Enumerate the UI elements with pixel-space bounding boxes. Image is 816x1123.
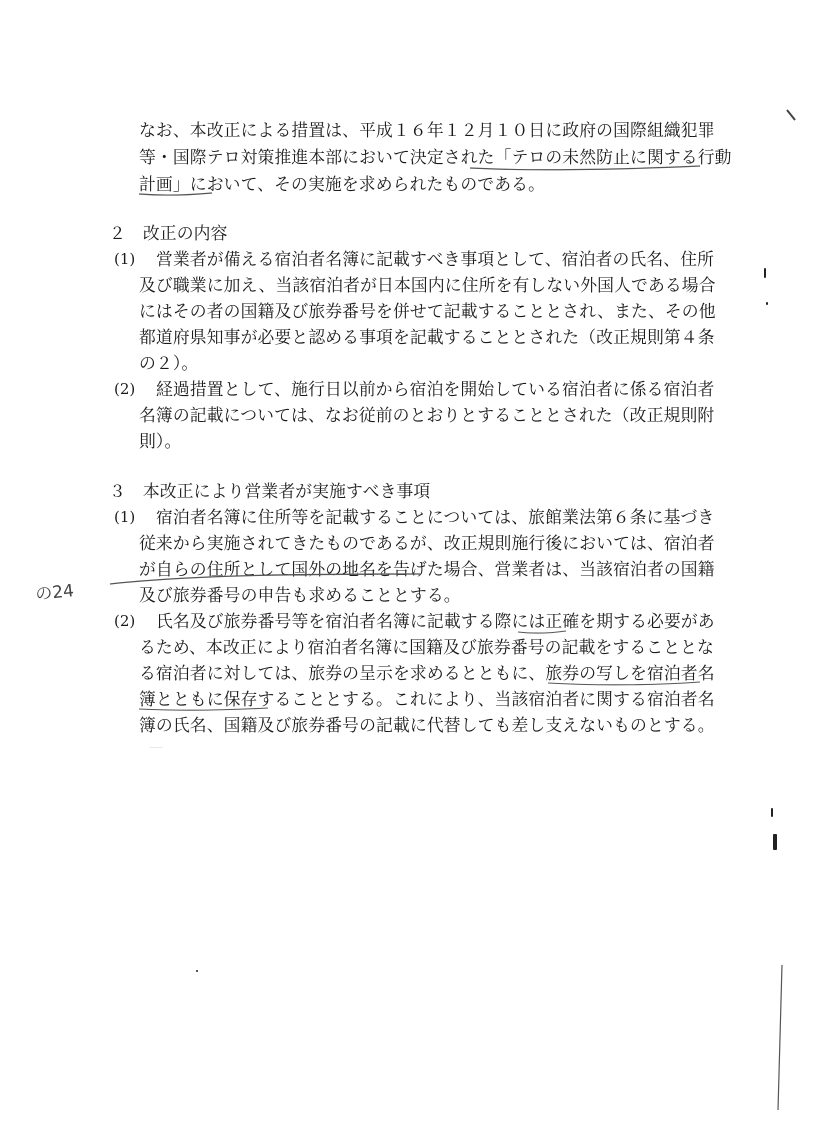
section-2-item-2-number: (2) [114, 380, 136, 398]
section-2-item-1-line-2: 及び職業に加え、当該宿泊者が日本国内に住所を有しない外国人である場合 [139, 275, 716, 295]
section-3-item-2-line-2: るため、本改正により宿泊者名簿に国籍及び旅券番号の記載をすることとな [139, 637, 714, 657]
section-2-item-1-line-4: 都道府県知事が必要と認める事項を記載することとされた（改正規則第４条 [139, 327, 715, 347]
section-2-item-2-line-2: 名簿の記載については、なお従前のとおりとすることとされた（改正規則附 [139, 405, 715, 425]
intro-line-3: 計画」において、その実施を求められたものである。 [139, 174, 546, 194]
section-2-heading: ２ 改正の内容 [109, 223, 228, 243]
scan-speck-4 [773, 834, 777, 850]
section-3-item-2-line-1: 氏名及び旅券番号等を宿泊者名簿に記載する際には正確を期する必要があ [156, 611, 715, 631]
section-3-heading: ３ 本改正により営業者が実施すべき事項 [109, 481, 431, 501]
scan-speck-2 [766, 302, 768, 305]
section-3-item-1-line-2: 従来から実施されてきたものであるが、改正規則施行後においては、宿泊者 [139, 533, 715, 553]
intro-line-1: なお、本改正による措置は、平成１６年１２月１０日に政府の国際組織犯罪 [139, 120, 715, 140]
section-3-item-1-line-3: が自らの住所として国外の地名を告げた場合、営業者は、当該宿泊者の国籍 [139, 559, 715, 579]
scan-edge-line [778, 965, 782, 1110]
section-2-item-1-number: (1) [114, 250, 136, 268]
section-2-item-1-line-1: 営業者が備える宿泊者名簿に記載すべき事項として、宿泊者の氏名、住所 [156, 249, 715, 269]
edge-mark-top [787, 110, 795, 120]
section-3-item-2-line-5: 簿の氏名、国籍及び旅券番号の記載に代替しても差し支えないものとする。 [139, 715, 715, 735]
section-2-item-2-line-1: 経過措置として、施行日以前から宿泊を開始している宿泊者に係る宿泊者 [156, 379, 715, 399]
section-2-item-1-line-3: にはその者の国籍及び旅券番号を併せて記載することとされ、また、その他 [139, 301, 716, 321]
section-3-item-2-number: (2) [114, 612, 136, 630]
margin-note: の24 [34, 581, 75, 605]
scan-speck-5 [196, 970, 198, 972]
intro-line-2: 等・国際テロ対策推進本部において決定された「テロの未然防止に関する行動 [139, 147, 732, 167]
section-3-item-1-line-1: 宿泊者名簿に住所等を記載することについては、旅館業法第６条に基づき [156, 507, 715, 527]
bleed-through-text: ― [150, 740, 163, 755]
section-3-item-1-number: (1) [114, 508, 136, 526]
scan-speck-3 [771, 808, 773, 817]
section-3-item-1-line-4: 及び旅券番号の申告も求めることとする。 [139, 585, 461, 605]
section-2-item-1-line-5: の２）。 [139, 353, 199, 373]
section-3-item-2-line-3: る宿泊者に対しては、旅券の呈示を求めるとともに、旅券の写しを宿泊者名 [139, 663, 715, 683]
section-3-item-2-line-4: 簿とともに保存することとする。これにより、当該宿泊者に関する宿泊者名 [139, 689, 715, 709]
section-2-item-2-line-3: 則）。 [139, 431, 182, 451]
scan-speck-1 [764, 268, 766, 278]
